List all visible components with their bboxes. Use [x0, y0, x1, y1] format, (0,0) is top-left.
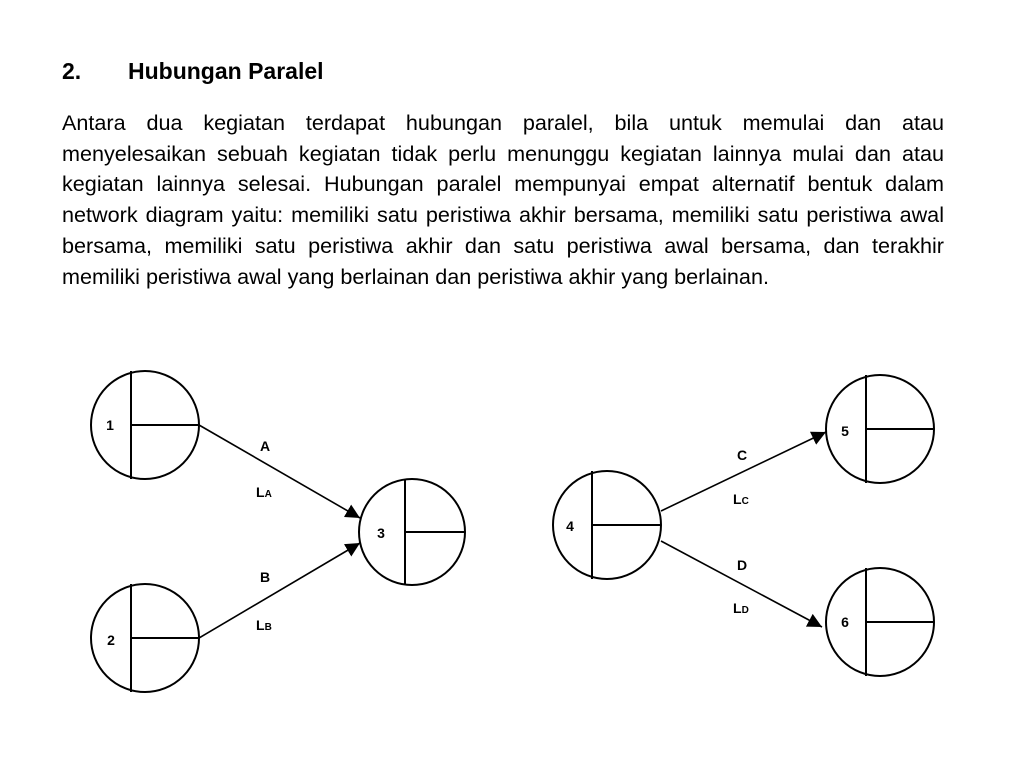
edge-2-3-duration-main: L	[256, 617, 265, 633]
edge-2-3	[199, 543, 360, 638]
edge-1-3-arrow	[199, 425, 360, 518]
edge-4-5-activity-label: C	[736, 447, 748, 463]
section-title: Hubungan Paralel	[128, 58, 324, 84]
edge-2-3-activity-label: B	[259, 569, 271, 585]
node-6-label: 6	[841, 614, 849, 630]
node-2	[91, 584, 199, 692]
edge-2-3-duration-sub: B	[264, 622, 272, 633]
edge-4-6-duration-label	[733, 600, 749, 616]
node-3	[359, 479, 465, 585]
node-6	[826, 568, 934, 676]
edge-4-5-duration-sub: C	[741, 496, 749, 507]
node-5-label: 5	[841, 423, 849, 439]
edge-1-3-activity-label: A	[259, 438, 271, 454]
edge-4-6-duration-sub: D	[741, 605, 749, 616]
edge-4-6-activity-label: D	[736, 557, 748, 573]
node-4-label: 4	[566, 518, 574, 534]
edge-4-5	[661, 432, 826, 511]
edge-4-5-duration-label	[733, 491, 749, 507]
edge-1-3-duration-sub: A	[264, 489, 272, 500]
edge-1-3-duration-label	[256, 484, 272, 500]
edge-4-6-duration-main: L	[733, 600, 742, 616]
node-3-label: 3	[377, 525, 385, 541]
edge-2-3-arrow	[199, 543, 360, 638]
edge-4-6	[661, 541, 822, 627]
section-number: 2.	[62, 58, 82, 84]
node-1	[91, 371, 199, 479]
edge-2-3-duration-label	[256, 617, 272, 633]
edge-4-5-duration-main: L	[733, 491, 742, 507]
edge-1-3-duration-main: L	[256, 484, 265, 500]
node-4	[553, 471, 661, 579]
node-2-label: 2	[107, 632, 115, 648]
description-paragraph: Antara dua kegiatan terdapat hubungan paralel, bila untuk memulai dan atau menyelesaikan sebuah kegiatan tidak perlu menunggu kegiatan lainnya mulai dan atau kegiatan lainnya selesai. Hubungan paralel mempunyai empat alternatif bentuk dalam network diagram yaitu: memiliki satu peristiwa akhir bersama, memiliki satu peristiwa awal bersama, memiliki satu peristiwa akhir dan satu peristiwa awal bersama, dan terakhir memiliki peristiwa awal yang berlainan dan peristiwa akhir yang berlainan.	[62, 110, 944, 289]
edge-1-3	[199, 425, 360, 518]
node-5	[826, 375, 934, 483]
node-1-label: 1	[106, 417, 114, 433]
